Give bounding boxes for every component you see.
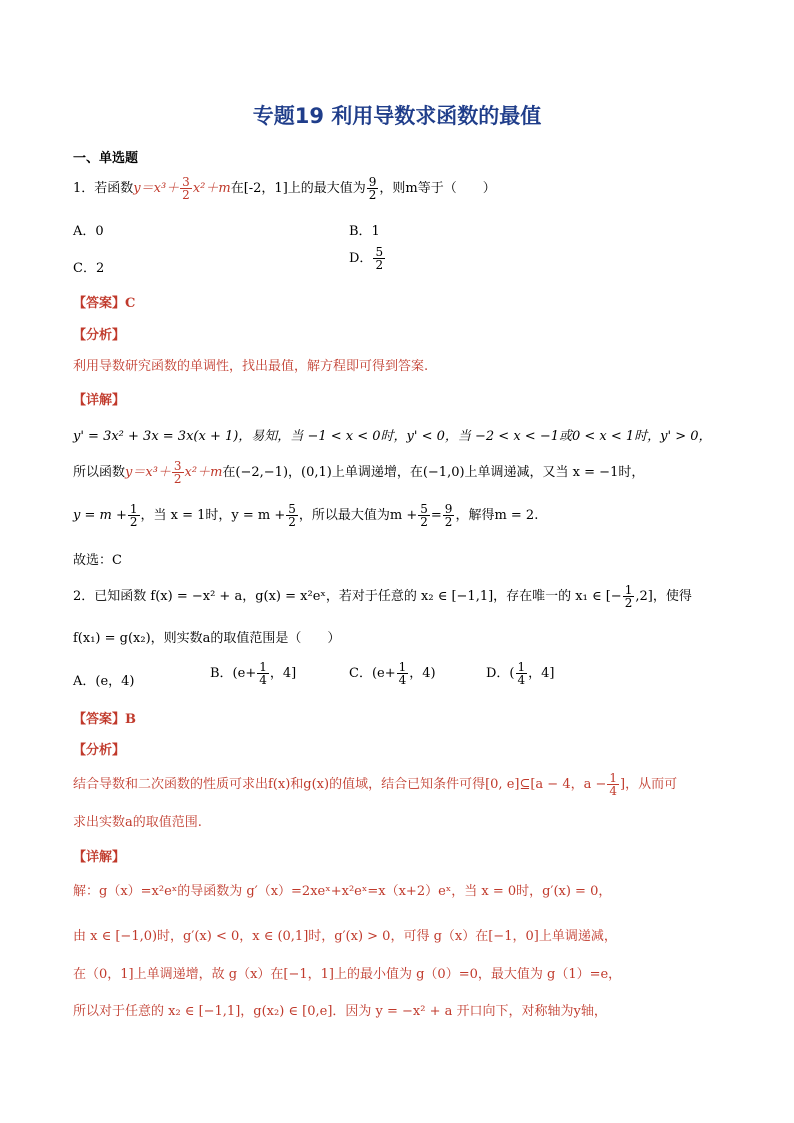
q2-detail-line-1: 解：g（x）=x²eˣ的导函数为 g′（x）=2xeˣ+x²eˣ=x（x+2）eˣ，当 x = 0时，g′(x) = 0， [73,884,612,899]
q1-max-fraction: $\frac{9}{2}$ [368,175,377,202]
q2-stem-line-1: 2．已知函数 f(x) = −x² + a，g(x) = x²eˣ，若对于任意的 x₂ ∈ [−1,1]，存在唯一的 x₁ ∈ [− $\frac{1}{2}$ ,2]，使得 [73,583,692,610]
answer-label: 【答案】 [73,712,126,727]
q1-option-b: B．1 [349,224,380,239]
q1-answer [73,292,135,311]
q2-analysis-line-1: 结合导数和二次函数的性质可求出f(x)和g(x)的值域，结合已知条件可得[0, e]⊆[a − 4，a − $\frac{1}{4}$ ]，从而可 [73,771,678,798]
q2-detail-line-2: 由 x ∈ [−1,0)时，g′(x) < 0，x ∈ (0,1]时，g′(x) > 0，可得 g（x）在[−1，0]上单调递减， [73,929,617,944]
q1-analysis-text: 利用导数研究函数的单调性，找出最值，解方程即可得到答案. [73,359,429,374]
q1-option-d: D． $\frac{5}{2}$ [349,245,384,272]
q1-detail-line-1: y' = 3x² + 3x = 3x(x + 1)，易知，当 −1 < x < 0时，y' < 0，当 −2 < x < −1或0 < x < 1时，y' > 0， [73,429,712,444]
q1-analysis-label: 【分析】 [73,328,126,343]
page-title: 专题19 利用导数求函数的最值 [252,104,542,128]
q2-option-c: C．(e+ $\frac{1}{4}$ ，4) [349,660,436,687]
q1-detail-line-3: y = m + $\frac{1}{2}$ ，当 x = 1时，y = m + $\frac{5}{2}$ ，所以最大值为m + $\frac{5}{2}$ = $\frac{9}{2}$ ，解得m = 2. [73,502,539,529]
q2-stem-line-2: f(x₁) = g(x₂)，则实数a的取值范围是（ ） [73,631,341,646]
q1-option-a: A．0 [73,224,104,239]
q2-option-a: A．(e，4) [73,674,135,689]
q2-option-d: D．( $\frac{1}{4}$ ，4] [486,660,555,687]
q1-conclusion: 故选：C [73,553,122,568]
q1-stem [73,176,496,201]
q2-detail-line-3: 在（0，1]上单调递增，故 g（x）在[−1，1]上的最小值为 g（0）=0，最大值为 g（1）=e， [73,967,622,982]
q1-number: 1．若函数 [73,181,134,196]
q2-answer [73,708,136,727]
answer-label: 【答案】 [73,296,126,311]
section-heading: 一、单选题 [73,151,139,166]
q1-detail-line-2: 所以函数y＝x³＋ $\frac{3}{2}$ x²＋m在(−2,−1)，(0,1)上单调递增，在(−1,0)上单调递减，又当 x = −1时， [73,459,645,486]
q2-analysis-label: 【分析】 [73,743,126,758]
q1-detail-label: 【详解】 [73,393,126,408]
q1-function: y＝x³＋ $\frac{3}{2}$ x²＋m [133,175,231,202]
q2-option-b: B．(e+ $\frac{1}{4}$ ，4] [210,660,297,687]
q2-answer-value: B [125,712,137,727]
q1-tail: ，则m等于（ ） [379,181,496,196]
q2-analysis-line-2: 求出实数a的取值范围. [73,815,202,830]
q2-detail-line-4: 所以对于任意的 x₂ ∈ [−1,1]，g(x₂) ∈ [0,e]．因为 y = −x² + a 开口向下，对称轴为y轴， [73,1004,607,1019]
q1-interval: 在[-2，1]上的最大值为 [230,181,366,196]
q1-option-c: C．2 [73,261,105,276]
q2-detail-label: 【详解】 [73,850,126,865]
q1-answer-value: C [125,296,136,311]
